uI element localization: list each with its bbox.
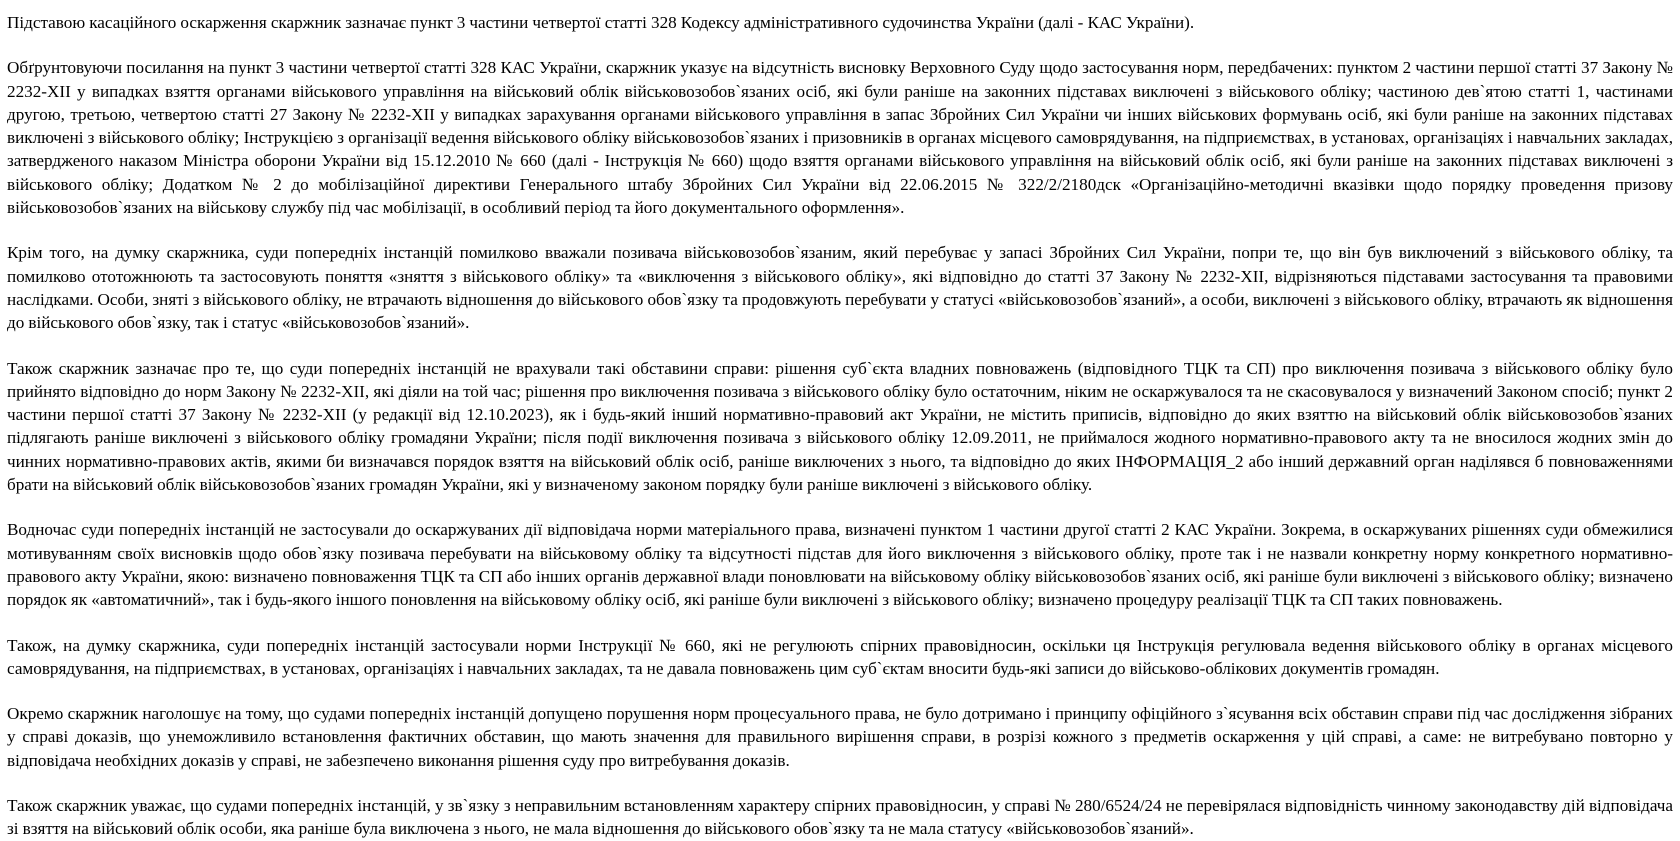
paragraph-substantive-law-violation: Водночас суди попередніх інстанцій не застосували до оскаржуваних дії відповідача норми матеріального права, визначені пунктом 1 частини другої статті 2 КАС України. Зокрема, в оскаржуваних рішеннях суди обмежилися мотивуванням своїх висновків щодо обов`язку позивача перебувати на військовому обліку та відсутності підстав для його виключення з військового обліку, проте так і не назвали конкретну норму конкретного нормативно-правового акту України, якою: визначено повноваження ТЦК та СП або інших органів державної влади поновлювати на військовому обліку військовозобов`язаних осіб, які раніше були виключені з військового обліку; визначено порядок як «автоматичний», так і будь-якого іншого поновлення на військовому обліку осіб, які раніше були виключені з військового обліку; визначено процедуру реалізації ТЦК та СП таких повноважень. bbox=[7, 520, 1673, 610]
paragraph-case-circumstances: Також скаржник зазначає про те, що суди попередніх інстанцій не врахували такі обставини справи: рішення суб`єкта владних повноважень (відповідного ТЦК та СП) про виключення позивача з військового обліку було прийнято відповідно до норм Закону № 2232-XII, які діяли на той час; рішення про виключення позивача з військового обліку було остаточним, ніким не оскаржувалося та не скасовувалося у визначений Законом спосіб; пункт 2 частини першої статті 37 Закону № 2232-XII (у редакції від 12.10.2023), як і будь-який інший нормативно-правовий акт України, не містить приписів, відповідно до яких взяттю на військовий облік військовозобов`язаних підлягають раніше виключені з військового обліку громадяни України; після події виключення позивача з військового обліку 12.09.2011, не приймалося жодного нормативно-правового акту та не вносилося жодних змін до чинних нормативно-правових актів, якими би визначався порядок взяття на військовий облік осіб, раніше виключених з нього, та відповідно до яких ІНФОРМАЦІЯ_2 або інший державний орган наділявся б повноваженнями брати на військовий облік військовозобов`язаних громадян України, які у визначеному законом порядку були раніше виключені з військового обліку. bbox=[7, 358, 1673, 495]
paragraph-instruction-660-argument: Також, на думку скаржника, суди попередніх інстанцій застосували норми Інструкції № 660, які не регулюють спірних правовідносин, оскільки ця Інструкція регулювала ведення військового обліку в органах місцевого самоврядування, на підприємствах, в установах, організаціях і навчальних закладах, та не давала повноважень цим суб`єктам вносити будь-які записи до військово-облікових документів громадян. bbox=[7, 635, 1673, 678]
paragraph-absence-of-supreme-court-conclusion: Обґрунтовуючи посилання на пункт 3 частини четвертої статті 328 КАС України, скаржник указує на відсутність висновку Верховного Суду щодо застосування норм, передбачених: пунктом 2 частини першої статті 37 Закону № 2232-XII у випадках взяття органами військового управління на військовий облік військовозобов`язаних осіб, які були раніше на законних підставах виключені з військового обліку; частиною дев`ятою статті 1, частинами другою, третьою, четвертою статті 27 Закону № 2232-XII у випадках зарахування органами військового управління в запас Збройних Сил України чи інших військових формувань осіб, які були раніше на законних підставах виключені з військового обліку; Інструкцією з організації ведення військового обліку військовозобов`язаних і призовників в органах місцевого самоврядування, на підприємствах, в установах, організаціях і навчальних закладах, затвердженого наказом Міністра оборони України від 15.12.2010 № 660 (далі - Інструкція № 660) щодо взяття органами військового управління на військовий облік осіб, які були раніше на законних підставах виключені з військового обліку; Додатком № 2 до мобілізаційної директиви Генерального штабу Збройних Сил України від 22.06.2015 № 322/2/2180дск «Організаційно-методичні вказівки щодо порядку проведення призову військовозобов`язаних на військову службу під час мобілізації, в особливий період та його документального оформлення». bbox=[7, 58, 1673, 218]
paragraph-procedural-violation: Окремо скаржник наголошує на тому, що судами попередніх інстанцій допущено порушення норм процесуального права, не було дотримано і принципу офіційного з`ясування всіх обставин справи під час дослідження зібраних у справі доказів, що унеможливило встановлення фактичних обставин, що мають значення для правильного вирішення справи, в розрізі кожного з предметів оскарження у цій справі, а саме: не витребувано повторно у відповідача необхідних доказів у справі, не забезпечено виконання рішення суду про витребування доказів. bbox=[7, 704, 1673, 770]
paragraph-reserve-status-argument: Крім того, на думку скаржника, суди попередніх інстанцій помилково вважали позивача військовозобов`язаним, який перебуває у запасі Збройних Сил України, попри те, що він був виключений з військового обліку, та помилково ототожнюють та застосовують поняття «зняття з військового обліку» та «виключення з військового обліку», які відповідно до статті 37 Закону № 2232-XII, відрізняються підставами застосування та правовими наслідками. Особи, зняті з військового обліку, не втрачають відношення до військового обов`язку та продовжують перебувати у статусі «військовозобов`язаний», а особи, виключені з військового обліку, втрачають як відношення до військового обов`язку, так і статус «військовозобов`язаний». bbox=[7, 243, 1673, 333]
paragraph-cassation-grounds: Підставою касаційного оскарження скаржник зазначає пункт 3 частини четвертої статті 328 Кодексу адміністративного судочинства України (далі - КАС України). bbox=[7, 13, 1195, 32]
paragraph-case-legality-check: Також скаржник уважає, що судами попередніх інстанцій, у зв`язку з неправильним встановленням характеру спірних правовідносин, у справі № 280/6524/24 не перевірялася відповідність чинному законодавству дій відповідача зі взяття на військовий облік особи, яка раніше була виключена з нього, не мала відношення до військового обов`язку та не мала статусу «військовозобов`язаний». bbox=[7, 796, 1673, 839]
